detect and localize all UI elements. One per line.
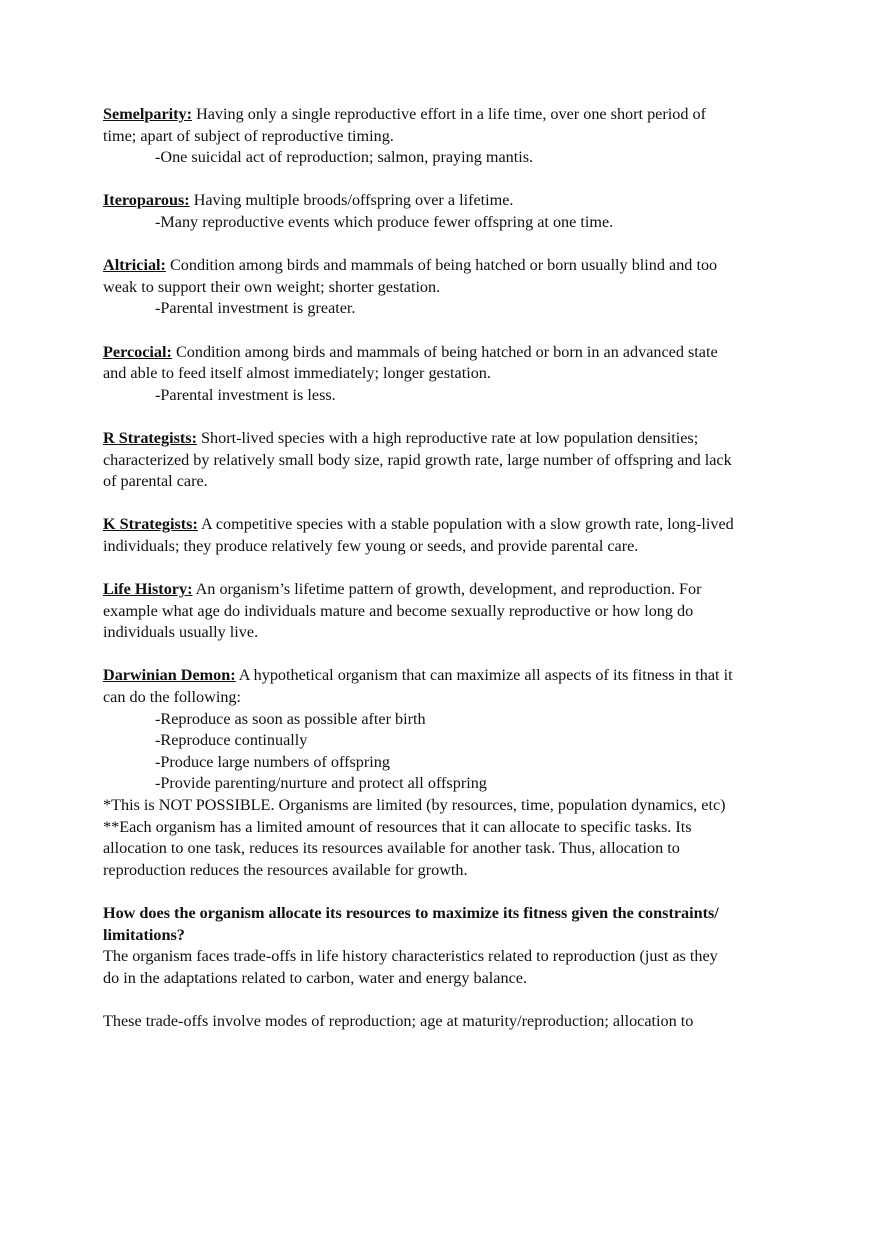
definition-term: Darwinian Demon: (103, 666, 236, 685)
definition-term: Iteroparous: (103, 191, 190, 210)
definition-altricial (103, 255, 783, 320)
definition-text: characterized by relatively small body size, rapid growth rate, large number of offspring and lack (103, 450, 732, 469)
definition-line (103, 514, 783, 536)
definition-text: weak to support their own weight; shorter gestation. (103, 277, 441, 296)
definition-text: A competitive species with a stable population with a slow growth rate, long-lived (197, 515, 734, 534)
definition-line (103, 428, 783, 450)
definition-text: Condition among birds and mammals of being hatched or born in an advanced state (171, 342, 718, 361)
definition-r-strategists (103, 428, 783, 493)
definition-text: Condition among birds and mammals of being hatched or born usually blind and too (165, 256, 718, 275)
definition-term: Percocial: (103, 342, 172, 361)
definition-darwinian-demon (103, 665, 783, 881)
definition-term: Life History: (103, 580, 193, 599)
definition-text: of parental care. (103, 472, 208, 491)
definition-line (103, 104, 783, 126)
definition-line (103, 579, 783, 601)
definition-example: -Parental investment is less. (155, 385, 336, 404)
answer-text: do in the adaptations related to carbon, water and energy balance. (103, 968, 527, 987)
question-section (103, 903, 783, 989)
definition-example: -Many reproductive events which produce fewer offspring at one time. (155, 212, 614, 231)
definition-line (103, 665, 783, 687)
question-heading: How does the organism allocate its resources to maximize its fitness given the constraints/ (103, 903, 719, 922)
definition-term: R Strategists: (103, 428, 197, 447)
definition-text: Having only a single reproductive effort in a life time, over one short period of (192, 105, 706, 123)
list-item: -Produce large numbers of offspring (155, 752, 390, 771)
paragraph-text: These trade-offs involve modes of reproduction; age at maturity/reproduction; allocation to (103, 1011, 694, 1030)
list-item: -Reproduce continually (155, 731, 308, 750)
definition-iteroparous (103, 190, 783, 233)
question-heading: limitations? (103, 925, 185, 944)
document-content (103, 104, 783, 1054)
note-text: *This is NOT POSSIBLE. Organisms are limited (by resources, time, population dynamics, etc) (103, 796, 726, 814)
definition-semelparity (103, 104, 783, 169)
definition-text: time; apart of subject of reproductive timing. (103, 126, 394, 145)
definition-text: can do the following: (103, 688, 242, 707)
definition-text: example what age do individuals mature and become sexually reproductive or how long do (103, 601, 694, 620)
definition-text: Short-lived species with a high reproductive rate at low population densities; (196, 428, 699, 447)
definition-percocial (103, 342, 783, 407)
definition-text: individuals usually live. (103, 623, 259, 642)
definition-line (103, 342, 783, 364)
definition-term: Semelparity: (103, 105, 193, 123)
note-text: allocation to one task, reduces its resources available for another task. Thus, allocation to (103, 839, 680, 858)
definition-text: A hypothetical organism that can maximize all aspects of its fitness in that it (235, 666, 733, 685)
note-text: **Each organism has a limited amount of resources that it can allocate to specific tasks. Its (103, 817, 692, 836)
definition-term: K Strategists: (103, 515, 198, 534)
list-item: -Reproduce as soon as possible after birth (155, 709, 426, 728)
definition-life-history (103, 579, 783, 644)
definition-line (103, 190, 783, 212)
note-text: reproduction reduces the resources available for growth. (103, 860, 468, 879)
definition-term: Altricial: (103, 256, 166, 275)
definition-text: An organism’s lifetime pattern of growth, development, and reproduction. For (192, 580, 702, 599)
definition-example: -One suicidal act of reproduction; salmon, praying mantis. (155, 148, 534, 167)
definition-text: individuals; they produce relatively few young or seeds, and provide parental care. (103, 536, 639, 555)
answer-text: The organism faces trade-offs in life history characteristics related to reproduction (just as they (103, 947, 718, 966)
list-item: -Provide parenting/nurture and protect all offspring (155, 774, 487, 793)
final-paragraph (103, 1011, 783, 1033)
definition-line (103, 255, 783, 277)
definition-text: and able to feed itself almost immediately; longer gestation. (103, 364, 491, 383)
definition-text: Having multiple broods/offspring over a lifetime. (189, 191, 514, 210)
definition-k-strategists (103, 514, 783, 557)
definition-example: -Parental investment is greater. (155, 299, 356, 318)
